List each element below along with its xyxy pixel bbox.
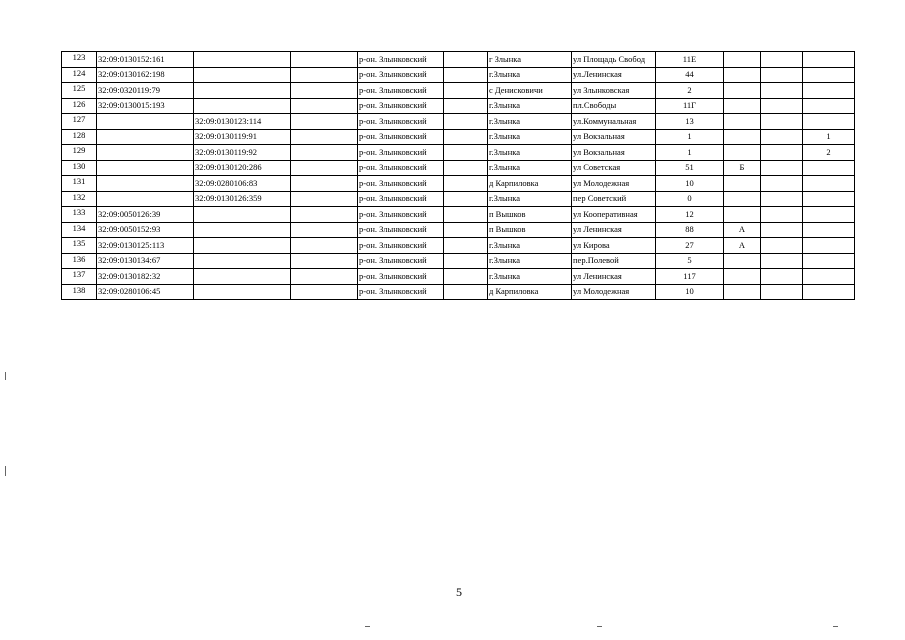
cadastral-number: 32:09:0130015:193 [97,98,194,114]
house-number: 10 [656,284,724,300]
cadastral-number: 32:09:0050126:39 [97,207,194,223]
street-cell: ул Злынковская [572,83,656,99]
locality-cell: г.Злынка [488,145,572,161]
street-cell: ул Молодежная [572,176,656,192]
cadastral-number-2: 32:09:0130126:359 [194,191,291,207]
cadastral-number-2 [194,284,291,300]
empty-cell [761,98,803,114]
house-letter [724,52,761,68]
cadastral-number: 32:09:0050152:93 [97,222,194,238]
house-number: 0 [656,191,724,207]
table-body [62,52,855,300]
cadastral-number [97,114,194,130]
row-number: 132 [62,191,97,207]
cadastral-number-2: 32:09:0130120:286 [194,160,291,176]
cadastral-number-2 [194,98,291,114]
house-letter [724,98,761,114]
cadastral-number-2: 32:09:0130119:92 [194,145,291,161]
house-letter: А [724,222,761,238]
house-letter [724,114,761,130]
house-number: 117 [656,269,724,285]
empty-cell [291,160,358,176]
table-row [62,191,855,207]
unit-number: 2 [803,145,855,161]
table-row [62,269,855,285]
scan-artifact-bottom [833,626,838,627]
district-cell: р-он. Злынковский [358,98,444,114]
row-number: 124 [62,67,97,83]
district-cell: р-он. Злынковский [358,67,444,83]
cadastral-number-2 [194,52,291,68]
street-cell: ул Ленинская [572,269,656,285]
cadastral-number [97,176,194,192]
cadastral-number: 32:09:0130134:67 [97,253,194,269]
empty-cell [291,284,358,300]
house-number: 10 [656,176,724,192]
locality-cell: г.Злынка [488,269,572,285]
empty-cell [291,114,358,130]
cadastral-number: 32:09:0130152:161 [97,52,194,68]
house-number: 12 [656,207,724,223]
empty-cell [291,52,358,68]
table-row [62,98,855,114]
empty-cell [444,253,488,269]
empty-cell [444,222,488,238]
unit-number [803,253,855,269]
house-letter [724,145,761,161]
empty-cell [444,83,488,99]
district-cell: р-он. Злынковский [358,145,444,161]
table-row [62,222,855,238]
empty-cell [444,98,488,114]
unit-number [803,238,855,254]
cadastral-number-2 [194,269,291,285]
unit-number [803,176,855,192]
empty-cell [291,67,358,83]
street-cell: ул.Ленинская [572,67,656,83]
cadastral-number: 32:09:0320119:79 [97,83,194,99]
locality-cell: г Злынка [488,52,572,68]
row-number: 133 [62,207,97,223]
table-row [62,145,855,161]
empty-cell [444,67,488,83]
cadastral-number-2 [194,222,291,238]
empty-cell [761,284,803,300]
locality-cell: п Вышков [488,222,572,238]
locality-cell: г.Злынка [488,98,572,114]
unit-number [803,284,855,300]
empty-cell [444,52,488,68]
empty-cell [291,145,358,161]
table-row [62,114,855,130]
empty-cell [761,191,803,207]
scan-artifact-bottom [597,626,602,627]
house-number: 27 [656,238,724,254]
table-row [62,284,855,300]
empty-cell [291,98,358,114]
locality-cell: г.Злынка [488,160,572,176]
house-letter: А [724,238,761,254]
row-number: 128 [62,129,97,145]
street-cell: ул.Коммунальная [572,114,656,130]
cadastral-number-2: 32:09:0280106:83 [194,176,291,192]
empty-cell [444,129,488,145]
house-number: 11Е [656,52,724,68]
empty-cell [761,160,803,176]
unit-number [803,98,855,114]
locality-cell: д Карпиловка [488,176,572,192]
table-row [62,176,855,192]
street-cell: ул Советская [572,160,656,176]
empty-cell [291,207,358,223]
cadastral-number-2 [194,238,291,254]
house-number: 5 [656,253,724,269]
empty-cell [761,67,803,83]
house-letter [724,284,761,300]
street-cell: ул Кооперативная [572,207,656,223]
table-row [62,67,855,83]
table-row [62,160,855,176]
empty-cell [291,238,358,254]
table-row [62,83,855,99]
district-cell: р-он. Злынковский [358,160,444,176]
scan-artifact-left [5,466,6,476]
empty-cell [444,269,488,285]
cadastral-number-2: 32:09:0130119:91 [194,129,291,145]
cadastral-number [97,160,194,176]
table-row [62,207,855,223]
registry-table [61,51,855,300]
house-letter [724,207,761,223]
street-cell: ул Молодежная [572,284,656,300]
cadastral-number-2 [194,253,291,269]
row-number: 129 [62,145,97,161]
locality-cell: д Карпиловка [488,284,572,300]
locality-cell: г.Злынка [488,129,572,145]
house-number: 13 [656,114,724,130]
street-cell: ул Кирова [572,238,656,254]
empty-cell [761,222,803,238]
unit-number [803,67,855,83]
house-number: 88 [656,222,724,238]
table-row [62,253,855,269]
empty-cell [291,269,358,285]
district-cell: р-он. Злынковский [358,176,444,192]
unit-number [803,191,855,207]
house-letter [724,83,761,99]
street-cell: пер Советский [572,191,656,207]
house-letter [724,269,761,285]
house-number: 51 [656,160,724,176]
empty-cell [291,83,358,99]
empty-cell [291,222,358,238]
district-cell: р-он. Злынковский [358,52,444,68]
table-row [62,52,855,68]
unit-number [803,83,855,99]
street-cell: ул Ленинская [572,222,656,238]
street-cell: пер.Полевой [572,253,656,269]
cadastral-number [97,145,194,161]
row-number: 126 [62,98,97,114]
empty-cell [291,129,358,145]
empty-cell [761,269,803,285]
street-cell: пл.Свободы [572,98,656,114]
empty-cell [444,176,488,192]
unit-number [803,222,855,238]
house-number: 2 [656,83,724,99]
scan-artifact-bottom [365,626,370,627]
empty-cell [761,253,803,269]
district-cell: р-он. Злынковский [358,191,444,207]
cadastral-number-2 [194,83,291,99]
district-cell: р-он. Злынковский [358,238,444,254]
unit-number [803,269,855,285]
row-number: 131 [62,176,97,192]
empty-cell [444,160,488,176]
house-letter: Б [724,160,761,176]
scan-artifact-left [5,372,6,380]
page-number: 5 [456,585,462,599]
empty-cell [761,114,803,130]
row-number: 138 [62,284,97,300]
table-row [62,129,855,145]
house-letter [724,191,761,207]
empty-cell [761,83,803,99]
cadastral-number: 32:09:0130162:198 [97,67,194,83]
row-number: 137 [62,269,97,285]
street-cell: ул Вокзальная [572,145,656,161]
table-row [62,238,855,254]
empty-cell [291,191,358,207]
row-number: 134 [62,222,97,238]
cadastral-number [97,191,194,207]
district-cell: р-он. Злынковский [358,222,444,238]
locality-cell: с Денисковичи [488,83,572,99]
cadastral-number: 32:09:0280106:45 [97,284,194,300]
district-cell: р-он. Злынковский [358,284,444,300]
empty-cell [761,145,803,161]
empty-cell [761,176,803,192]
unit-number: 1 [803,129,855,145]
cadastral-number: 32:09:0130125:113 [97,238,194,254]
cadastral-number: 32:09:0130182:32 [97,269,194,285]
house-letter [724,253,761,269]
house-number: 1 [656,129,724,145]
unit-number [803,207,855,223]
district-cell: р-он. Злынковский [358,253,444,269]
district-cell: р-он. Злынковский [358,269,444,285]
unit-number [803,160,855,176]
empty-cell [761,207,803,223]
house-letter [724,129,761,145]
house-letter [724,176,761,192]
district-cell: р-он. Злынковский [358,207,444,223]
empty-cell [291,176,358,192]
district-cell: р-он. Злынковский [358,114,444,130]
empty-cell [761,52,803,68]
unit-number [803,114,855,130]
house-number: 11Г [656,98,724,114]
empty-cell [291,253,358,269]
house-number: 44 [656,67,724,83]
street-cell: ул Площадь Свобод [572,52,656,68]
empty-cell [761,129,803,145]
locality-cell: г.Злынка [488,67,572,83]
locality-cell: г.Злынка [488,191,572,207]
street-cell: ул Вокзальная [572,129,656,145]
empty-cell [444,145,488,161]
row-number: 130 [62,160,97,176]
cadastral-number [97,129,194,145]
row-number: 125 [62,83,97,99]
row-number: 135 [62,238,97,254]
unit-number [803,52,855,68]
empty-cell [444,191,488,207]
empty-cell [444,114,488,130]
empty-cell [444,238,488,254]
locality-cell: г.Злынка [488,253,572,269]
locality-cell: г.Злынка [488,238,572,254]
cadastral-number-2 [194,67,291,83]
row-number: 123 [62,52,97,68]
empty-cell [444,207,488,223]
empty-cell [761,238,803,254]
cadastral-number-2: 32:09:0130123:114 [194,114,291,130]
cadastral-number-2 [194,207,291,223]
empty-cell [444,284,488,300]
house-letter [724,67,761,83]
district-cell: р-он. Злынковский [358,83,444,99]
row-number: 136 [62,253,97,269]
locality-cell: п Вышков [488,207,572,223]
house-number: 1 [656,145,724,161]
locality-cell: г.Злынка [488,114,572,130]
row-number: 127 [62,114,97,130]
district-cell: р-он. Злынковский [358,129,444,145]
